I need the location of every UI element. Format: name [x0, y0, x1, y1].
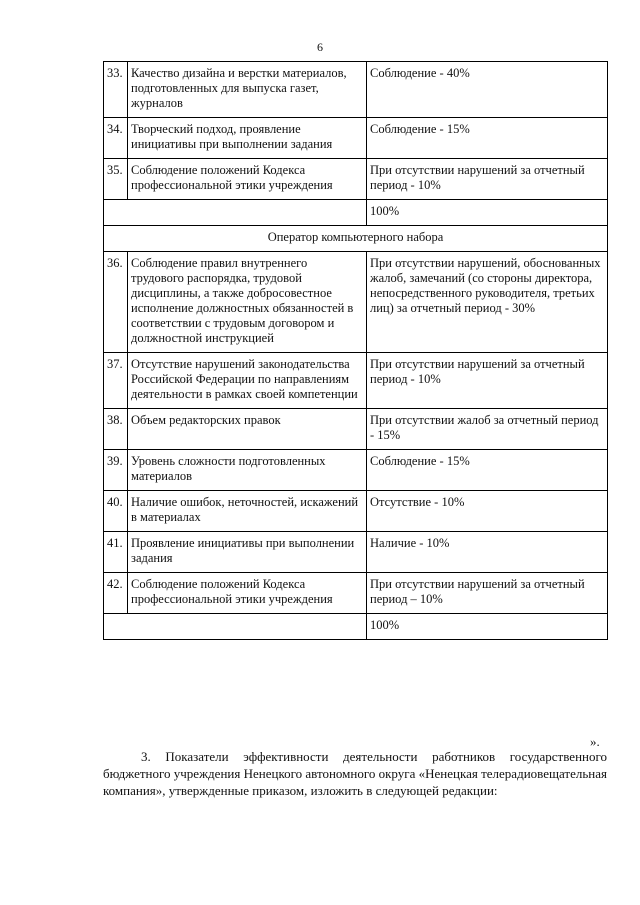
criterion-value: При отсутствии нарушений за отчетный период – 10%: [367, 573, 608, 614]
row-number: 41.: [104, 532, 128, 573]
criterion-text: Уровень сложности подготовленных материалов: [128, 450, 367, 491]
row-number: 34.: [104, 118, 128, 159]
table-row: [104, 532, 608, 573]
section-row: [104, 226, 608, 252]
row-number: 33.: [104, 62, 128, 118]
table-row: [104, 450, 608, 491]
table-row: [104, 353, 608, 409]
criterion-text: Наличие ошибок, неточностей, искажений в материалах: [128, 491, 367, 532]
total-value: 100%: [367, 200, 608, 226]
criterion-value: Отсутствие - 10%: [367, 491, 608, 532]
criterion-text: Качество дизайна и верстки материалов, подготовленных для выпуска газет, журналов: [128, 62, 367, 118]
row-number: 36.: [104, 252, 128, 353]
criteria-table: [103, 61, 608, 640]
row-number: 42.: [104, 573, 128, 614]
row-number: 37.: [104, 353, 128, 409]
criterion-value: Соблюдение - 15%: [367, 118, 608, 159]
criterion-text: Творческий подход, проявление инициативы при выполнении задания: [128, 118, 367, 159]
total-empty-cell: [104, 200, 367, 226]
total-row: [104, 200, 608, 226]
table-row: [104, 409, 608, 450]
criterion-text: Объем редакторских правок: [128, 409, 367, 450]
row-number: 35.: [104, 159, 128, 200]
table-row: [104, 62, 608, 118]
criterion-value: При отсутствии жалоб за отчетный период - 15%: [367, 409, 608, 450]
row-number: 39.: [104, 450, 128, 491]
total-value: 100%: [367, 614, 608, 640]
criterion-text: Соблюдение правил внутреннего трудового распорядка, трудовой дисциплины, а также добросовестное исполнение должностных обязанностей в соответствии с трудовым договором и должностной инструкцией: [128, 252, 367, 353]
table-row: [104, 491, 608, 532]
table-row: [104, 159, 608, 200]
criterion-text: Проявление инициативы при выполнении задания: [128, 532, 367, 573]
body-paragraph: 3. Показатели эффективности деятельности работников государственного бюджетного учреждения Ненецкого автономного округа «Ненецкая телерадиовещательная компания», утвержденные приказом, изложить в следующей редакции:: [103, 749, 607, 798]
criterion-value: Соблюдение - 15%: [367, 450, 608, 491]
table-row: [104, 252, 608, 353]
criterion-text: Отсутствие нарушений законодательства Российской Федерации по направлениям деятельности в рамках своей компетенции: [128, 353, 367, 409]
criterion-text: Соблюдение положений Кодекса профессиональной этики учреждения: [128, 159, 367, 200]
table-row: [104, 573, 608, 614]
row-number: 40.: [104, 491, 128, 532]
criterion-value: Соблюдение - 40%: [367, 62, 608, 118]
criterion-text: Соблюдение положений Кодекса профессиональной этики учреждения: [128, 573, 367, 614]
row-number: 38.: [104, 409, 128, 450]
closing-quote: ».: [590, 734, 600, 749]
page-number: 6: [317, 40, 323, 54]
total-empty-cell: [104, 614, 367, 640]
criterion-value: При отсутствии нарушений за отчетный период - 10%: [367, 353, 608, 409]
criterion-value: При отсутствии нарушений, обоснованных жалоб, замечаний (со стороны директора, непосредственного руководителя, третьих лиц) за отчетный период - 30%: [367, 252, 608, 353]
total-row: [104, 614, 608, 640]
criterion-value: Наличие - 10%: [367, 532, 608, 573]
table-row: [104, 118, 608, 159]
criterion-value: При отсутствии нарушений за отчетный период - 10%: [367, 159, 608, 200]
section-title: Оператор компьютерного набора: [104, 226, 608, 252]
